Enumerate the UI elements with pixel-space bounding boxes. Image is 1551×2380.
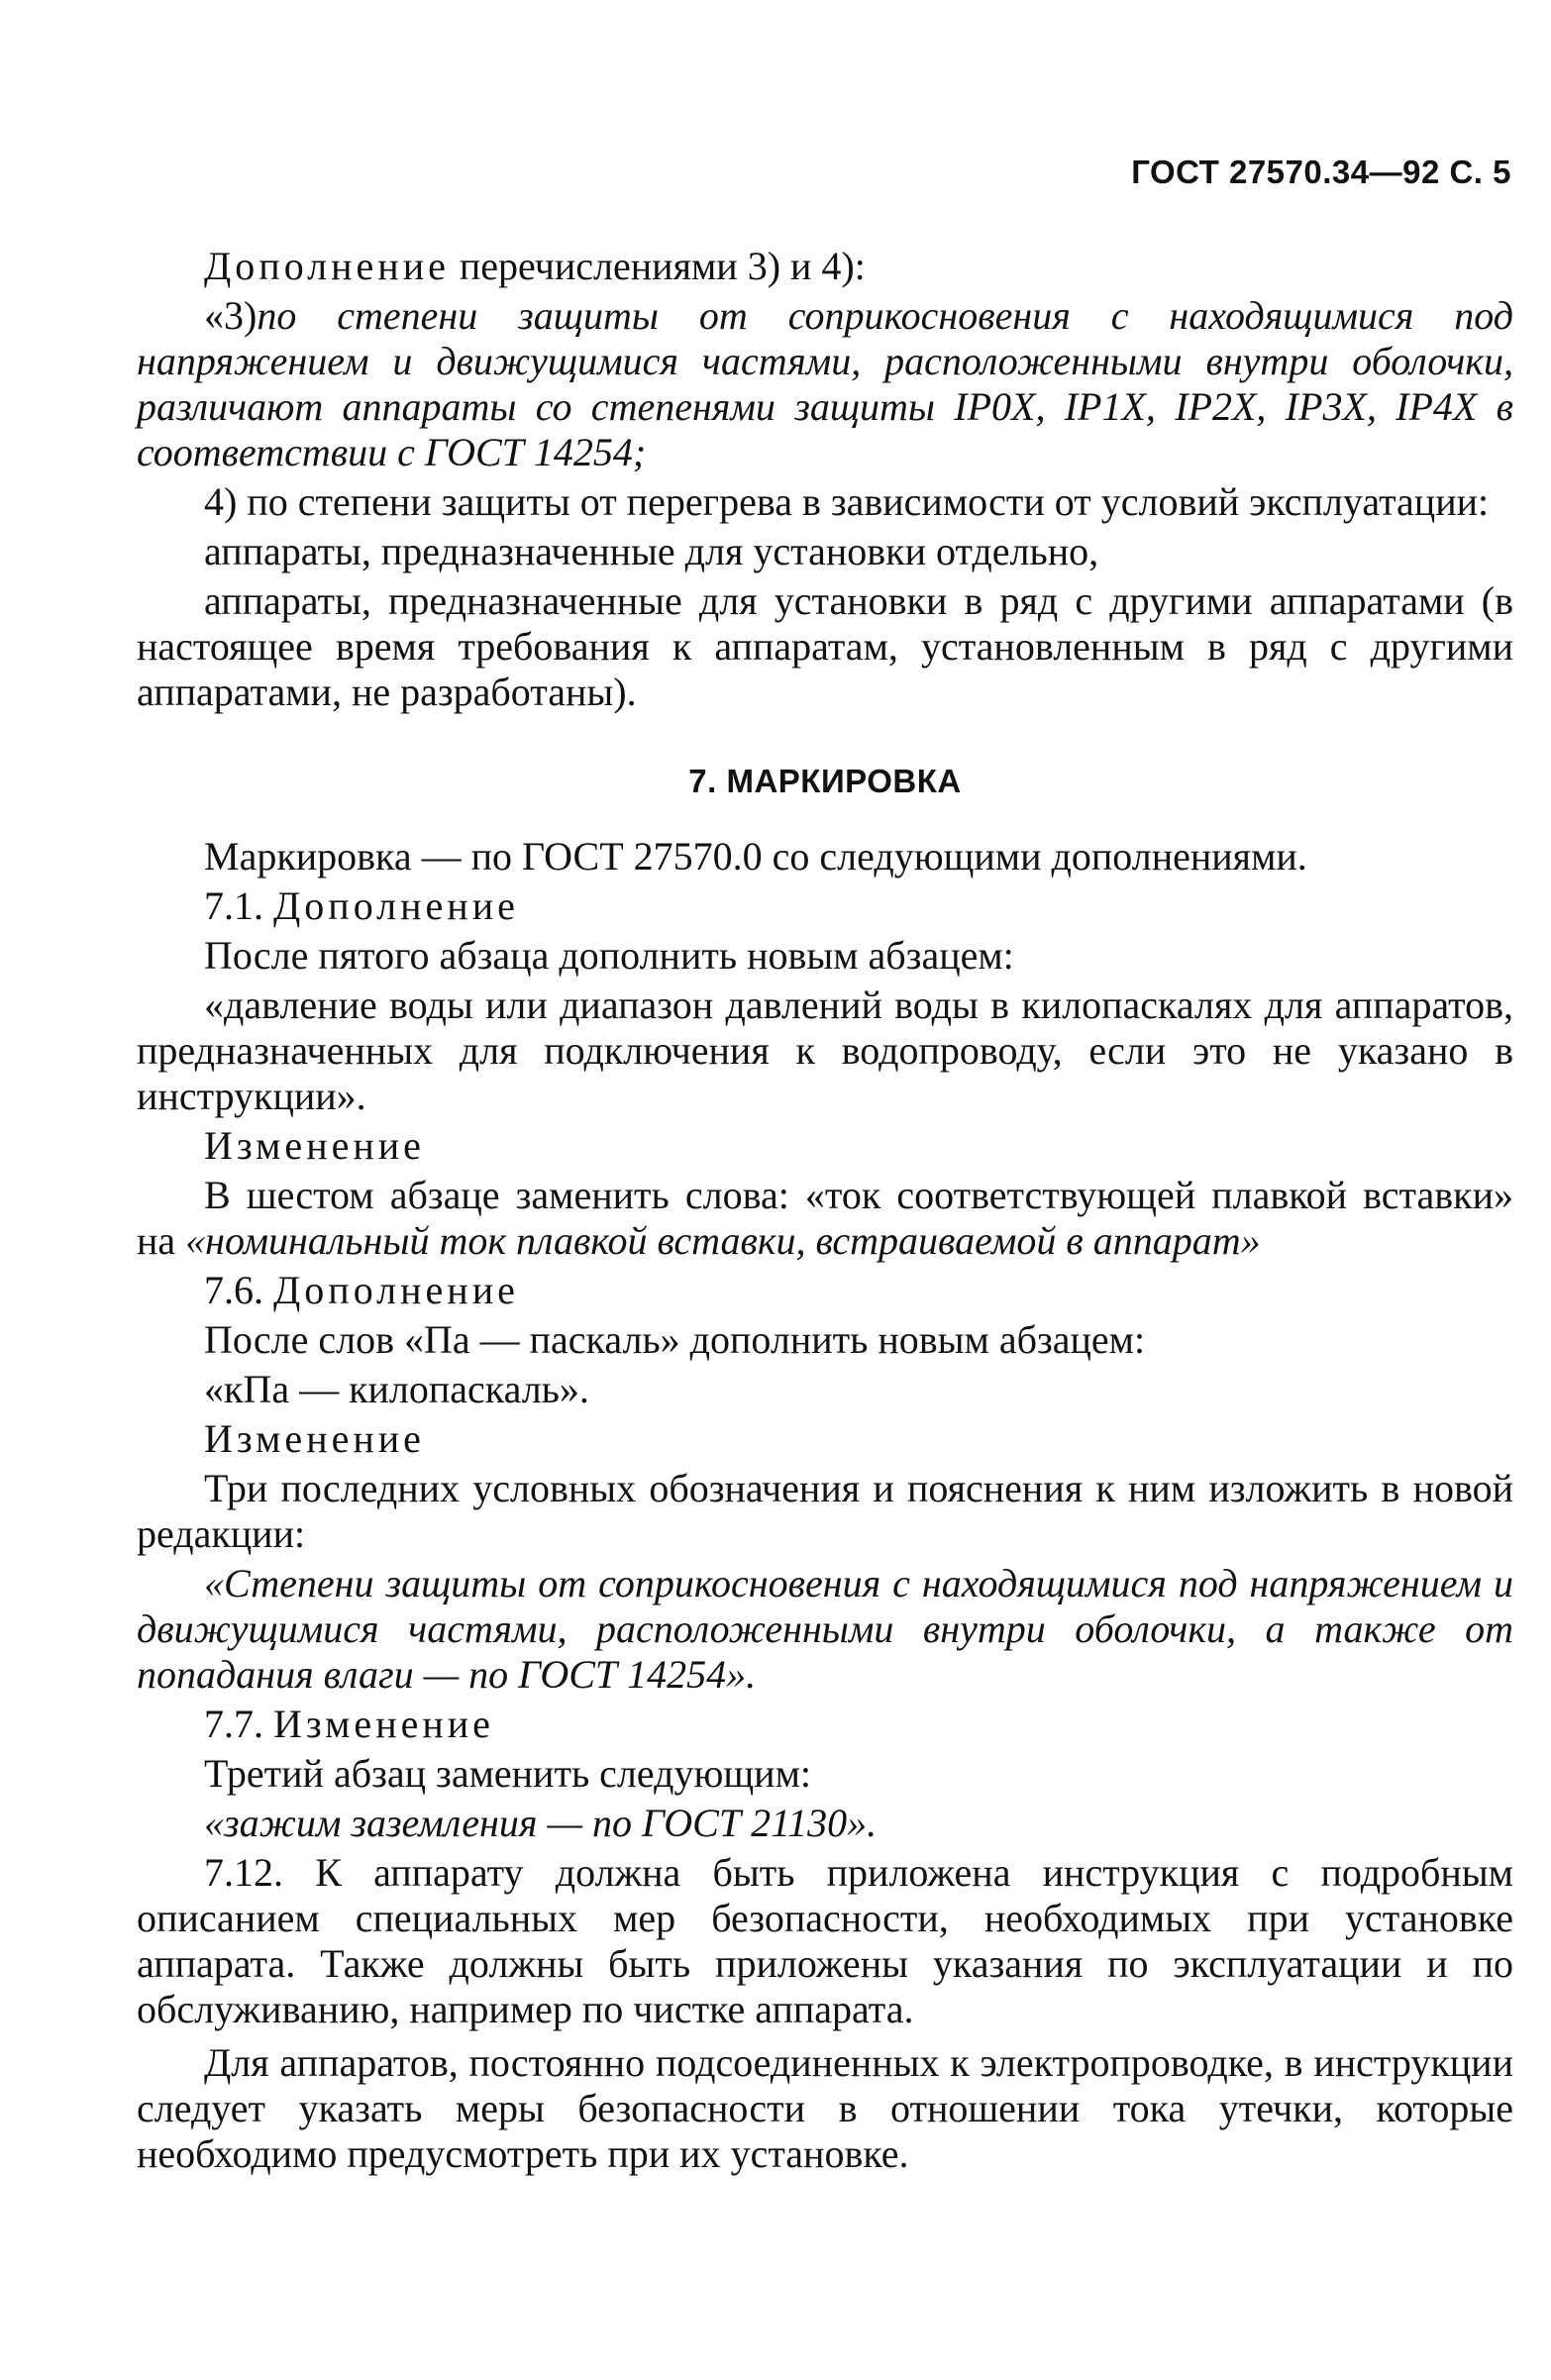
change-2-label: Изменение [204, 1416, 425, 1461]
clause-7-7-number: 7.7. [204, 1702, 263, 1746]
addition-label: Дополнение [204, 244, 450, 288]
change-1-italic: «номинальный ток плавкой вставки, встраиваемой в аппарат» [185, 1218, 1261, 1263]
change-1-label: Изменение [204, 1123, 425, 1168]
item-3-number: «3) [204, 293, 258, 338]
change-1-text [137, 1173, 1513, 1264]
section-title: 7. МАРКИРОВКА [688, 763, 962, 799]
clause-7-7-heading [137, 1702, 1513, 1747]
item-4-option-a: аппараты, предназначенные для установки отдельно, [204, 529, 1099, 573]
clause-7-1-heading [137, 883, 1513, 929]
change-1-plain: В шестом абзаце заменить слова: «ток соответствующей плавкой вставки» на [137, 1173, 1513, 1263]
item-4: 4) по степени защиты от перегрева в зависимости от условий эксплуатации: [204, 479, 1490, 524]
item-4-option-b: аппараты, предназначенные для установки в ряд с другими аппаратами (в настоящее время требования к аппаратам, установленным в ряд с другими аппаратами, не разработаны). [137, 578, 1513, 714]
clause-7-1-quote: «давление воды или диапазон давлений воды в килопаскалях для аппаратов, предназначенных для подключения к водопроводу, если это не указано в инструкции». [137, 983, 1513, 1118]
clause-7-7-italic: «зажим заземления — по ГОСТ 21130». [204, 1801, 878, 1845]
clause-7-6-number: 7.6. [204, 1268, 263, 1312]
clause-7-6-text: После слов «Па — паскаль» дополнить новым абзацем: [204, 1317, 1146, 1362]
addition-intro [137, 244, 1513, 289]
clause-7-7-text: Третий абзац заменить следующим: [204, 1751, 811, 1796]
change-2-text: Три последних условных обозначения и пояснения к ним изложить в новой редакции: [137, 1466, 1513, 1556]
clause-7-1-number: 7.1. [204, 883, 263, 928]
clause-7-7-label: Изменение [273, 1702, 494, 1746]
section-intro: Маркировка — по ГОСТ 27570.0 со следующими дополнениями. [204, 834, 1307, 879]
change-2-italic: «Степени защиты от соприкосновения с находящимися под напряжением и движущимися частями, расположенными внутри оболочки, а также от попадания влаги — по ГОСТ 14254». [137, 1561, 1513, 1697]
clause-7-6-quote: «кПа — килопаскаль». [204, 1367, 589, 1411]
document-body [137, 139, 1513, 2181]
running-header: ГОСТ 27570.34—92 С. 5 [1131, 154, 1511, 190]
clause-7-6-label: Дополнение [273, 1268, 519, 1312]
final-paragraph: Для аппаратов, постоянно подсоединенных к электропроводке, в инструкции следует указать меры безопасности в отношении тока утечки, которые необходимо предусмотреть при их установке. [137, 2040, 1513, 2176]
clause-7-1-label: Дополнение [273, 883, 519, 928]
clause-7-6-heading [137, 1268, 1513, 1313]
addition-intro-text: перечислениями 3) и 4): [449, 244, 866, 288]
clause-7-12: 7.12. К аппарату должна быть приложена инструкция с подробным описанием специальных мер безопасности, необходимых при установке аппарата. Также должны быть приложены указания по эксплуатации и по обслуживанию, например по чистке аппарата. [137, 1850, 1513, 2031]
item-3 [137, 293, 1513, 475]
clause-7-1-text: После пятого абзаца дополнить новым абзацем: [204, 933, 1014, 978]
item-3-text: по степени защиты от соприкосновения с находящимися под напряжением и движущимися частями, расположенными внутри оболочки, различают аппараты со степенями защиты IP0X, IP1X, IP2X, IP3X, IP4X в соответствии с ГОСТ 14254; [137, 293, 1513, 474]
